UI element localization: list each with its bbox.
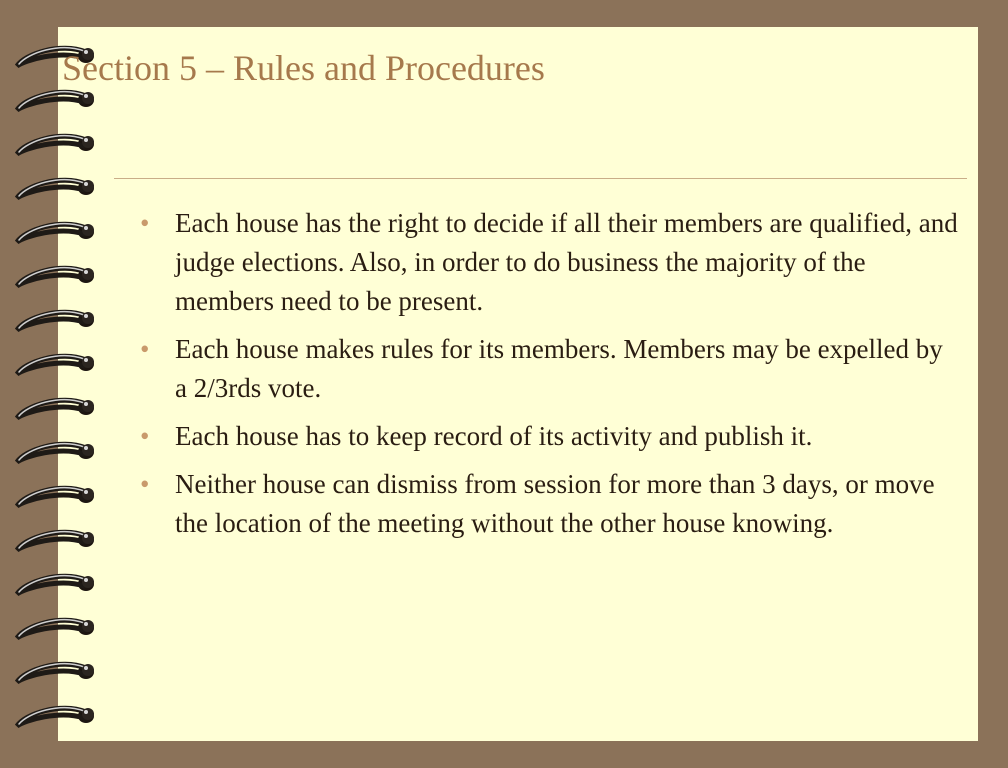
bullet-item [140, 330, 960, 408]
binding-ring-icon [17, 576, 94, 594]
binding-ring-icon [17, 180, 94, 198]
binding-ring-icon [17, 664, 94, 682]
binding-ring-icon [17, 532, 94, 550]
binding-ring-icon [17, 224, 94, 242]
binding-ring-icon [17, 268, 94, 286]
bullet-list [140, 204, 960, 552]
binding-ring-icon [17, 312, 94, 330]
bullet-item [140, 204, 960, 321]
bullet-text: Each house makes rules for its members. Members may be expelled by a 2/3rds vote. [175, 334, 943, 403]
bullet-text: Neither house can dismiss from session for more than 3 days, or move the location of the meeting without the other house knowing. [175, 469, 935, 538]
binding-ring-icon [17, 708, 94, 726]
binding-ring-icon [17, 620, 94, 638]
bullet-icon: • [140, 421, 150, 451]
bullet-icon: • [140, 469, 150, 499]
bullet-text: Each house has the right to decide if all their members are qualified, and judge elections. Also, in order to do business the majority of the members need to be present. [175, 208, 958, 316]
binding-ring-icon [17, 400, 94, 418]
spiral-binding-icon [0, 0, 110, 768]
binding-ring-icon [17, 136, 94, 154]
binding-ring-icon [17, 444, 94, 462]
bullet-item [140, 417, 960, 456]
binding-ring-icon [17, 488, 94, 506]
bullet-icon: • [140, 334, 150, 364]
binding-ring-icon [17, 356, 94, 374]
slide-title: Section 5 – Rules and Procedures [62, 48, 545, 88]
binding-ring-icon [17, 92, 94, 110]
title-divider [114, 178, 967, 179]
bullet-icon: • [140, 208, 150, 238]
bullet-item [140, 465, 960, 543]
bullet-text: Each house has to keep record of its activity and publish it. [175, 421, 813, 451]
